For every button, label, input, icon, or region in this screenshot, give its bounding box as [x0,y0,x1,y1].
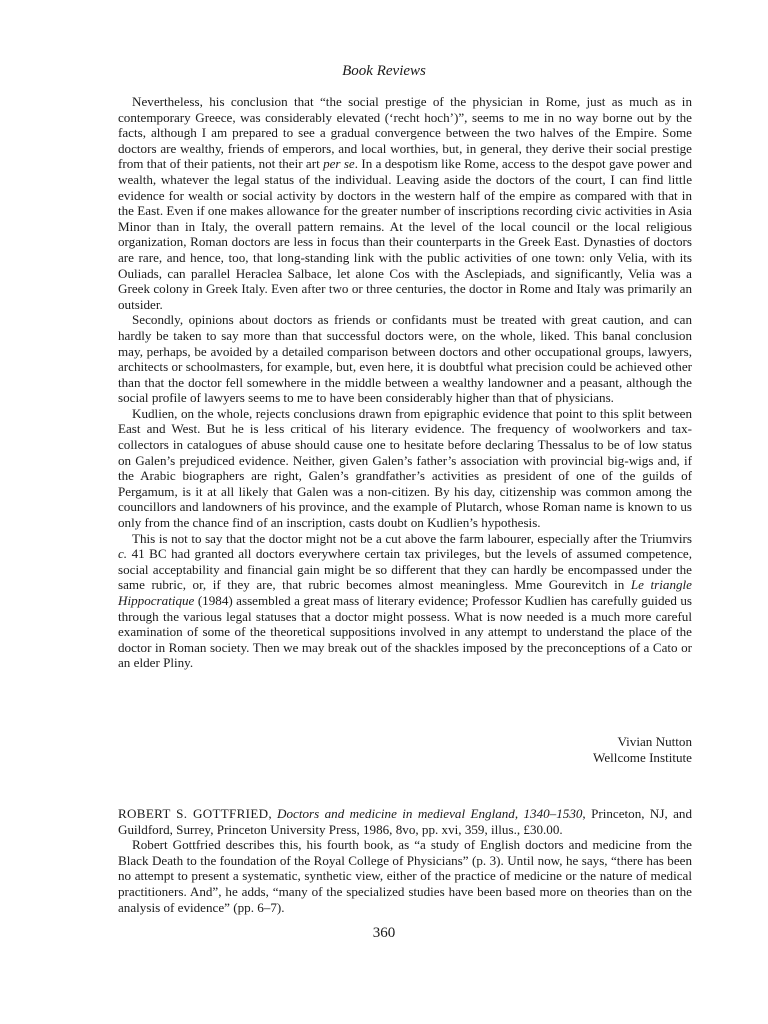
text-span: (1984) assembled a great mass of literary evidence; Professor Kudlien has carefully guided us through the various legal statuses that a doctor might possess. What is now needed is a much more careful examination of some of the theoretical suppositions involved in any attempt to understand the place of the doctor in Roman society. Then we may break out of the shackles imposed by the preconceptions of a Cato or an elder Pliny. [118,593,692,671]
paragraph [118,531,692,671]
italic-span: c. [118,546,128,562]
paragraph [118,406,692,531]
citation [118,806,692,837]
text-span: This is not to say that the doctor might not be a cut above the farm labourer, especially after the Triumvirs [132,530,692,546]
text-span: 41 BC had granted all doctors everywhere certain tax privileges, but the levels of assumed competence, social acceptability and financial gain might be so different that they can hardly be encompassed under the same rubric, or, if they are, that rubric becomes almost meaningless. Mme Gourevitch in [118,546,692,593]
paragraph [118,94,692,312]
reviewer-name: Vivian Nutton [617,734,692,749]
text-span: . In a despotism like Rome, access to the despot gave power and wealth, whatever the legal status of the individual. Leaving aside the doctors of the court, I can find little evidence for wealth or social activity by doctors in the western half of the empire as compared with that in the East. Even if one makes allowance for the greater number of inscriptions recording civic activities in Asia Minor than in Italy, the overall pattern remains. At the level of the local council or the local religious organization, Roman doctors are less in focus than their counterparts in the Greek East. Dynasties of doctors are rare, and hence, too, that long-standing link with the public activities of one town: only Velia, with its Ouliads, can parallel Heraclea Salbace, let alone Cos with the Asclepiads, and significantly, Velia was a Greek colony in Greek Italy. Even after two or three centuries, the doctor in Rome and Italy was primarily an outsider. [118,156,692,312]
second-review-body: Robert Gottfried describes this, his fourth book, as “a study of English doctors and medicine from the Black Death to the foundation of the Royal College of Physicians” (p. 3). Until now, he says, “there has been no attempt to present a systematic, synthetic view, either of the practice of medicine or the nature of medical practitioners. And”, he adds, “many of the specialized studies have been based more on theories than on the analysis of evidence” (pp. 6–7). [118,837,692,915]
page-number: 360 [372,925,396,941]
italic-span: Doctors and medicine in medieval England, 1340–1530 [277,806,583,821]
text-span: , [268,806,278,821]
italic-span: Le triangle Hippocratique [118,577,692,608]
italic-span: per se [323,156,355,172]
running-head: Book Reviews [342,63,426,79]
review-body [118,94,692,671]
author-name: ROBERT S. GOTTFRIED [118,806,269,821]
reviewer-institution: Wellcome Institute [593,750,692,765]
paragraph [118,312,692,406]
text-span: , Princeton, NJ, and Guildford, Surrey, Princeton University Press, 1986, 8vo, pp. xvi, 359, illus., £30.00. [118,806,693,837]
text-span: Secondly, opinions about doctors as friends or confidants must be treated with great caution, and can hardly be taken to say more than that successful doctors were, on the whole, liked. This banal conclusion may, perhaps, be avoided by a detailed comparison between doctors and other occupational groups, lawyers, architects or schoolmasters, for example, but, even here, it is doubtful what precision could be achieved other than that the doctor fell somewhere in the middle between a wealthy landowner and a peasant, although the social profile of lawyers seems to me to have been considerably higher than that of physicians. [118,312,692,406]
reviewer-signature [593,734,692,766]
text-span: Nevertheless, his conclusion that “the social prestige of the physician in Rome, just as much as in contemporary Greece, was considerably elevated (‘recht hoch’)”, seems to me in no way borne out by the facts, although I am prepared to see a gradual convergence between the two halves of the Empire. Some doctors are wealthy, friends of emperors, and local worthies, but, in general, they derive their social prestige from that of their patients, not their art [118,94,692,172]
second-review [118,806,692,915]
text-span: Kudlien, on the whole, rejects conclusions drawn from epigraphic evidence that point to this split between East and West. But he is less critical of his literary evidence. The frequency of woolworkers and tax-collectors in catalogues of abuse should cause one to hesitate before declaring Thessalus to be of low status on Galen’s prejudiced evidence. Neither, given Galen’s father’s association with provincial big-wigs and, if the Arabic biographers are right, Galen’s grandfather’s activities as president of one of the guilds of Pergamum, is it at all likely that Galen was a non-citizen. By his day, citizenship was common among the councillors and landowners of his province, and the example of Plutarch, whose Roman name is known to us only from the chance find of an inscription, casts doubt on Kudlien’s hypothesis. [118,405,692,531]
